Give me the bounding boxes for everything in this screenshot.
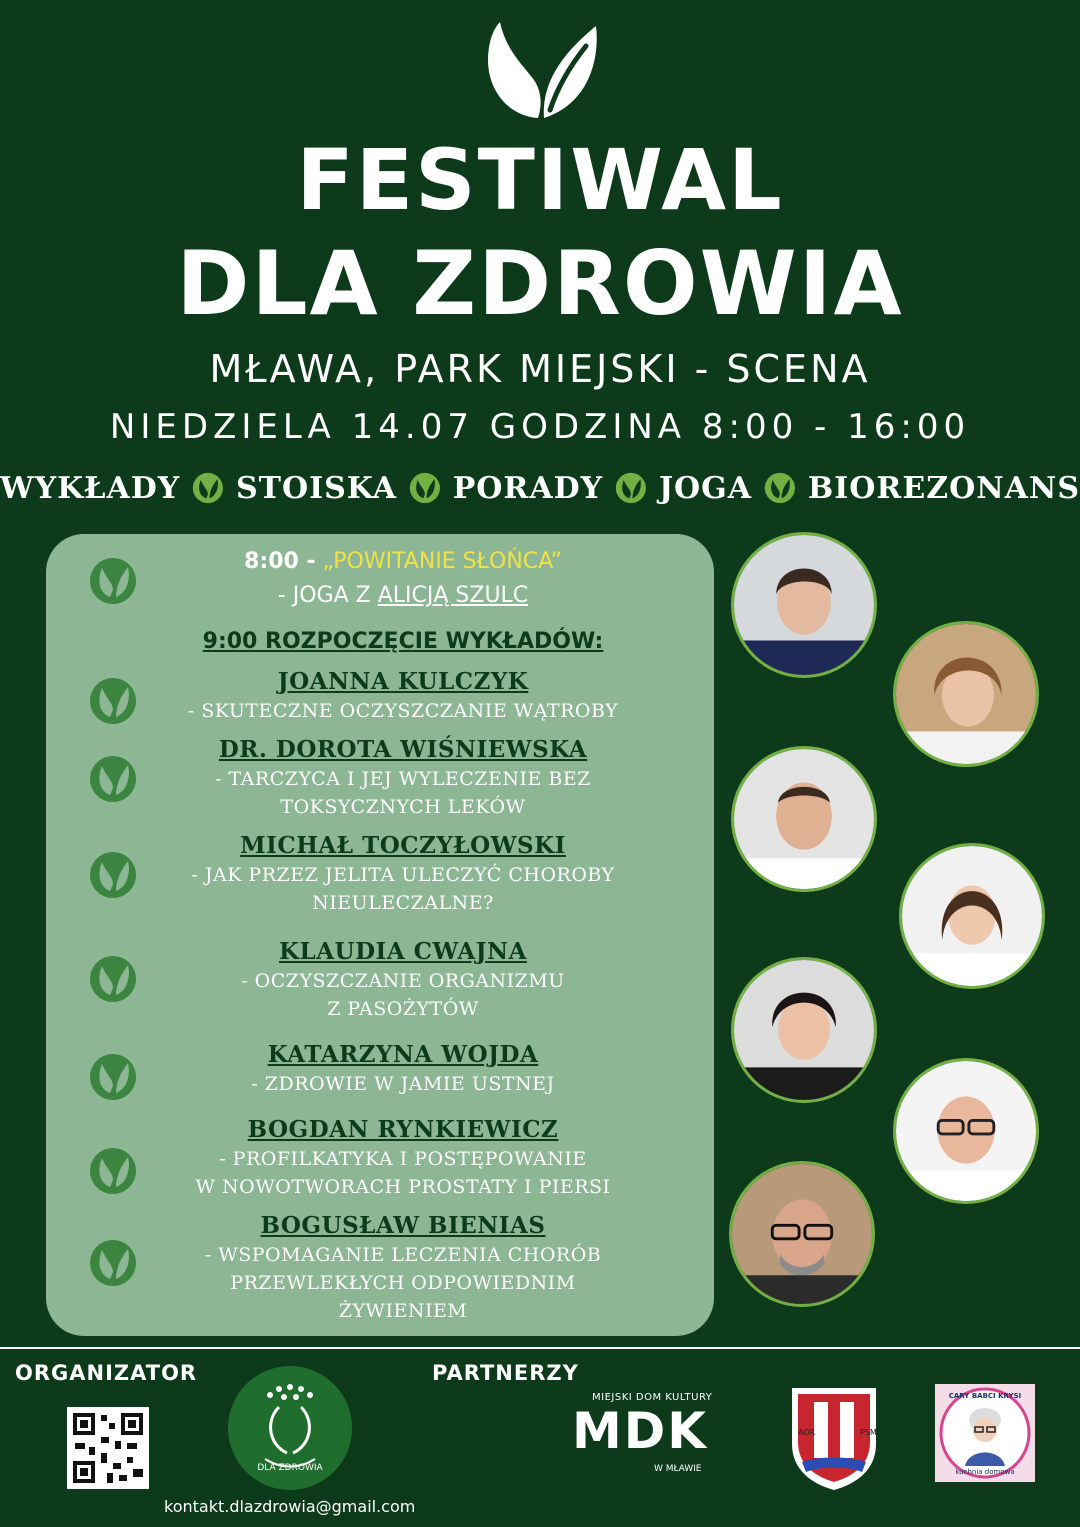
cary-babci-logo — [935, 1384, 1035, 1482]
title-line-2: DLA ZDROWIA — [176, 232, 904, 335]
crest-right-text: PSM — [860, 1428, 877, 1437]
leaf-bullet-icon — [88, 1052, 138, 1102]
mdk-bottom-text: W MŁAWIE — [654, 1464, 702, 1474]
opening-time: 8:00 - — [244, 549, 316, 574]
leaf-bullet-icon — [88, 556, 138, 606]
leaf-bullet-icon — [88, 676, 138, 726]
leaf-bullet-icon — [764, 471, 796, 505]
feature-label: JOGA — [658, 470, 753, 506]
opening-desc-prefix: - JOGA Z — [277, 583, 371, 608]
lecture-desc: - PROFILKATYKA I POSTĘPOWANIE — [219, 1148, 587, 1170]
lecture-desc: - TARCZYCA I JEJ WYLECZENIE BEZ — [215, 768, 591, 790]
feature-label: STOISKA — [235, 470, 397, 506]
contact-email[interactable]: kontakt.dlazdrowia@gmail.com — [164, 1497, 416, 1516]
feature-label: BIOREZONANS — [807, 470, 1080, 506]
speaker-name: JOANNA KULCZYK — [277, 668, 529, 695]
lecture-desc: W NOWOTWORACH PROSTATY I PIERSI — [195, 1176, 611, 1198]
partners-label: PARTNERZY — [432, 1361, 579, 1385]
crest-left-text: AOR — [798, 1428, 816, 1437]
leaf-bullet-icon — [88, 850, 138, 900]
speaker-photo — [729, 1161, 875, 1307]
leaf-logo-icon — [478, 20, 602, 120]
organizer-logo-text: DLA ZDROWIA — [257, 1463, 323, 1473]
speaker-photo — [731, 957, 877, 1103]
lecture-desc: NIEULECZALNE? — [312, 892, 494, 914]
speaker-name: BOGDAN RYNKIEWICZ — [247, 1116, 559, 1143]
opening-host: ALICJĄ SZULC — [377, 583, 529, 608]
title-line-1: FESTIWAL — [296, 131, 784, 229]
cary-top-text: CARY BABCI KRYSI — [948, 1392, 1022, 1400]
speaker-photo — [893, 1058, 1039, 1204]
opening-desc — [140, 582, 666, 610]
features-row — [0, 466, 1080, 510]
leaf-bullet-icon — [615, 471, 647, 505]
speaker-photo — [893, 621, 1039, 767]
speaker-name: DR. DOROTA WIŚNIEWSKA — [218, 736, 588, 763]
event-date: NIEDZIELA 14.07 GODZINA 8:00 - 16:00 — [109, 407, 971, 447]
leaf-bullet-icon — [409, 471, 441, 505]
organizer-logo — [227, 1365, 353, 1491]
cary-bottom-text: kuchnia domowa — [955, 1468, 1015, 1476]
organizer-label: ORGANIZATOR — [15, 1361, 198, 1385]
crest-logo — [786, 1382, 882, 1492]
feature-label: WYKŁADY — [0, 470, 181, 506]
lecture-desc: - SKUTECZNE OCZYSZCZANIE WĄTROBY — [187, 700, 619, 722]
mdk-main-text: MDK — [572, 1402, 709, 1460]
lecture-desc: ŻYWIENIEM — [338, 1300, 468, 1322]
lecture-desc: - WSPOMAGANIE LECZENIA CHORÓB — [204, 1244, 602, 1266]
speaker-name: KLAUDIA CWAJNA — [279, 938, 527, 965]
speaker-name: BOGUSŁAW BIENIAS — [260, 1212, 546, 1239]
speaker-photo — [731, 746, 877, 892]
feature-label: PORADY — [452, 470, 604, 506]
leaf-bullet-icon — [88, 1238, 138, 1288]
lecture-desc: PRZEWLEKŁYCH ODPOWIEDNIM — [230, 1272, 576, 1294]
leaf-bullet-icon — [88, 1146, 138, 1196]
speaker-photo — [899, 843, 1045, 989]
event-place: MŁAWA, PARK MIEJSKI - SCENA — [209, 347, 871, 391]
mdk-top-text: MIEJSKI DOM KULTURY — [592, 1392, 713, 1403]
leaf-bullet-icon — [88, 954, 138, 1004]
speaker-name: MICHAŁ TOCZYŁOWSKI — [240, 832, 566, 859]
coat-of-arms-icon — [786, 1382, 882, 1492]
lectures-heading: 9:00 ROZPOCZĘCIE WYKŁADÓW: — [202, 629, 604, 654]
footer-divider — [0, 1347, 1080, 1349]
lecture-desc: TOKSYCZNYCH LEKÓW — [280, 796, 526, 818]
mdk-logo — [568, 1390, 758, 1480]
lecture-desc: - OCZYSZCZANIE ORGANIZMU — [241, 970, 565, 992]
opening-title: „POWITANIE SŁOŃCA” — [322, 549, 562, 574]
opening-line — [140, 548, 666, 576]
leaf-bullet-icon — [88, 754, 138, 804]
speaker-photo — [731, 532, 877, 678]
lecture-desc: - JAK PRZEZ JELITA ULECZYĆ CHOROBY — [191, 864, 615, 886]
speaker-name: KATARZYNA WOJDA — [267, 1041, 539, 1068]
leaf-bullet-icon — [192, 471, 224, 505]
qr-code-icon — [67, 1407, 149, 1489]
lecture-desc: Z PASOŻYTÓW — [327, 998, 479, 1020]
lecture-desc: - ZDROWIE W JAMIE USTNEJ — [251, 1073, 555, 1095]
